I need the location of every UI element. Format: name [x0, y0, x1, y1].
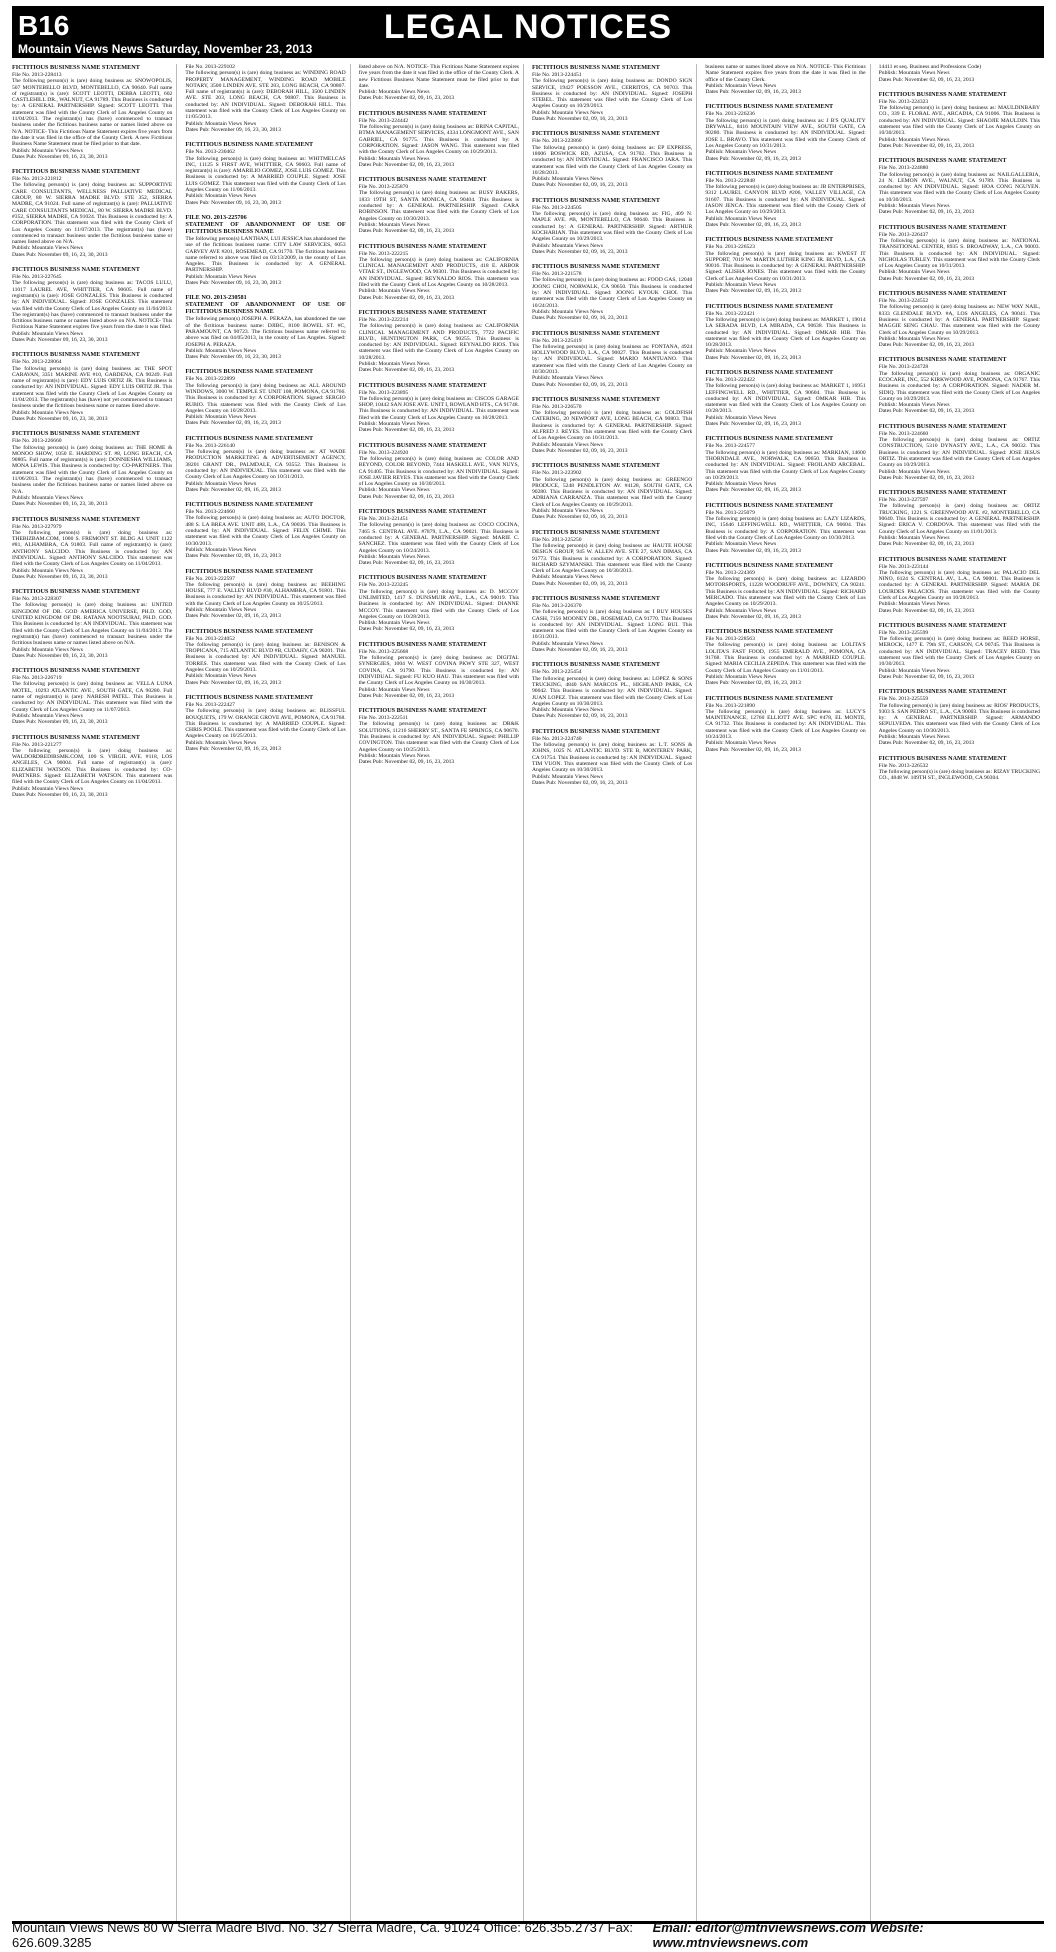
- legal-notice: [879, 622, 1040, 680]
- legal-notice: [12, 168, 172, 258]
- legal-notice: [532, 462, 692, 520]
- legal-notice: [185, 628, 345, 686]
- legal-notice: [185, 568, 345, 620]
- legal-notice: [12, 588, 172, 659]
- legal-notice: [359, 442, 519, 500]
- notice-body: File No. 2013-229102 The following person(s) is (are) doing business as: WINDING ROAD PROPERTY MANAGEMENT, WINDING ROAD MOBILE NOTARY, 3500 LINDEN AVE. STE 203, LONG BEACH, CA 90807. Full name of registrant(s) is (are): DEBORAH HILL, 3500 LINDEN AVE. STE 203, LONG BEACH, CA 90807. This Business is conducted by: AN INDIVIDUAL. Signed: DEBORAH HILL. This statement was filed with the County Clerk of Los Angeles County on 11/05/2013. Publish: Mountain Views News Dates Pub: November 09, 16, 23, 30, 2013: [185, 64, 346, 133]
- notice-title: FICTITIOUS BUSINESS NAME STATEMENT: [358, 508, 487, 516]
- legal-notice: [879, 489, 1040, 547]
- notice-body: File No. 2013-230462 The following person(s) is (are) doing business as: WHITMELCAS INC, 11125 S FIRST AVE, WHITTIER, CA 90603. Full name of registrant(s) is (are): AMARILIO GOMEZ, JOSE LUIS GOMEZ. This Business is conducted by: A MARRIED COUPLE. Signed: JOSE LUIS GOMEZ. This statement was filed with the County Clerk of Los Angeles County on 11/06/2013. Publish: Mountain Views News Dates Pub: November 09, 16, 23, 30, 2013: [185, 149, 346, 206]
- notice-title: FICTITIOUS BUSINESS NAME STATEMENT: [358, 242, 487, 250]
- section-title: LEGAL NOTICES: [383, 8, 673, 46]
- legal-notice: [359, 574, 519, 632]
- notice-title: FICTITIOUS BUSINESS NAME STATEMENT: [531, 595, 660, 602]
- notice-title: FICTITIOUS BUSINESS NAME STATEMENT: [705, 694, 834, 702]
- notice-body: listed above on N/A. NOTICE- This Fictitious Name Statement expires five years from the date it was filed in the office of the County Clerk. A new Fictitious Business Name Statement must be filed prior to that date. Publish: Mountain Views News Dates Pub: November 02, 09, 16, 23, 2013: [358, 64, 519, 102]
- notice-body: File No. 2013-223860 The following person(s) is (are) doing business as: EP EXPRESS, 18006 BOSWICK RD, AZUSA, CA 91702. This Business is conducted by: AN INDIVIDUAL. Signed: FRANCISCO JARA. This statement was filed with the County Clerk of Los Angeles County on 10/28/2013. Publish: Mountain Views News Dates Pub: November 02, 09, 16, 23, 2013: [531, 138, 693, 189]
- legal-notice: [879, 688, 1040, 746]
- notice-body: File No. 2013-226140 The following person(s) is (are) doing business as: AT WADE PRODUCTION MARKETING & ADVERTISEMENT AGENCY, 38201 GRANT DR., PALMDALE, CA 93552. This Business is conducted by: AN INDIVIDUAL. This statement was filed with the County Clerk of Los Angeles County on 10/31/2013. Publish: Mountain Views News Dates Pub: November 02, 09, 16, 23, 2013: [185, 442, 346, 493]
- notice-title: FICTITIOUS BUSINESS NAME STATEMENT: [878, 90, 1007, 98]
- notice-body: File No. 2013-221578 The following person(s) is (are) doing business as: FOOD GAS, 12040 JOONG CHOI, NORWALK, CA 90650. This Business is conducted by: AN INDIVIDUAL. Signed: JOONG KYOUK CHOI. This statement was filed with the County Clerk of Los Angeles County on 10/24/2013. Publish: Mountain Views News Dates Pub: November 02, 09, 16, 23, 2013: [531, 271, 693, 322]
- notice-title: FICTITIOUS BUSINESS NAME STATEMENT: [358, 109, 487, 117]
- notice-title: FICTITIOUS BUSINESS NAME STATEMENT: [878, 621, 1007, 629]
- legal-notice: [705, 502, 865, 554]
- notice-body: File No. 2013-221451 The following person(s) is (are) doing business as: COCO COCINA, 7465 S. CENTRAL AVE. #7879, L.A., CA 90021. This Business is conducted by: A GENERAL PARTNERSHIP. Signed: MARIE C. SANCHEZ. This statement was filed with the County Clerk of Los Angeles County on 10/24/2013. Publish: Mountain Views News Dates Pub: November 02, 09, 16, 23, 2013: [358, 516, 519, 567]
- notice-body: File No. 2013-226523 The following person(s) is (are) doing business as: KWEST IT SUPPORT, 7019 W. MARTIN LUTHER KING JR. BLVD, L.A., CA 90016. This Business is conducted by: A GENERAL PARTNERSHIP. Signed: ALISHA JONES. This statement was filed with the County Clerk of Los Angeles County on 10/31/2013. Publish: Mountain Views News Dates Pub: November 02, 09, 16, 23, 2013: [705, 244, 866, 295]
- legal-notice: [532, 595, 692, 653]
- notice-title: FICTITIOUS BUSINESS NAME STATEMENT: [185, 368, 314, 376]
- legal-notice: [359, 110, 519, 168]
- notice-title: FICTITIOUS BUSINESS NAME STATEMENT: [12, 667, 140, 675]
- notice-body: File No. 2013-223144 The following person(s) is (are) doing business as: PALACIO DEL NINO, 6124 S. CENTRAL AV., L.A., CA 90001. This Business is conducted by: A GENERAL PARTNERSHIP. Signed: MARIA DE LOURDES PALACIOS. This statement was filed with the County Clerk of Los Angeles County on 10/28/2013. Publish: Mountain Views News Dates Pub: November 02, 09, 16, 23, 2013: [878, 563, 1040, 614]
- notice-title: FICTITIOUS BUSINESS NAME STATEMENT: [705, 236, 834, 244]
- notice-body: File No. 2013-224442 The following person(s) is (are) doing business as: BRINA CAPITAL, BTMA MANAGEMENT SERVICES, 4334 LONGMONT AVE., SAN GABRIEL, CA 91775. This Business is conducted by: A CORPORATION. Signed: JASON WANG. This statement was filed with the County Clerk of Los Angeles County on 10/29/2013. Publish: Mountain Views News Dates Pub: November 02, 09, 16, 23, 2013: [358, 117, 519, 168]
- notice-title: FICTITIOUS BUSINESS NAME STATEMENT: [185, 627, 314, 635]
- notice-title: FICTITIOUS BUSINESS NAME STATEMENT: [531, 64, 660, 71]
- legal-notice: [879, 290, 1040, 348]
- legal-notice: [705, 64, 865, 95]
- notice-title: FICTITIOUS BUSINESS NAME STATEMENT: [705, 368, 834, 376]
- footer-contact[interactable]: Email: editor@mtnviewsnews.com Website: www.mtnviewsnews.com: [652, 1920, 924, 1950]
- footer-address: Mountain Views News 80 W Sierra Madre Blvd. No. 327 Sierra Madre, Ca. 91024 Office: 626.355.2737 Fax: 626.609.3285: [12, 1920, 633, 1950]
- notice-title: FICTITIOUS BUSINESS NAME STATEMENT: [705, 302, 834, 310]
- legal-notice: [359, 309, 519, 374]
- legal-notice: [185, 214, 345, 286]
- legal-notice: [12, 351, 172, 422]
- notice-body: business name or names listed above on N/A. NOTICE- This Fictitious Name Statement expires five years from the date it was filed in the office of the County Clerk. Publish: Mountain Views News Dates Pub: November 02, 09, 16, 23, 2013: [705, 64, 866, 96]
- footer: [12, 1920, 1044, 1950]
- notice-title: FILE NO. 2013-225706 STATEMENT OF ABANDONMENT OF USE OF FICTITIOUS BUSINESS NAME: [185, 213, 346, 235]
- legal-notice: [12, 734, 172, 799]
- notice-body: File No. 2013-224052 The following person(s) is (are) doing business as: BENISON & TROPICANA, 715 ATLANTIC BLVD #B, CUDAHY, CA 90201. This Business is conducted by: AN INDIVIDUAL. Signed: MANUEL TORRES. This statement was filed with the County Clerk of Los Angeles County on 10/29/2013. Publish: Mountain Views News Dates Pub: November 02, 09, 16, 23, 2013: [185, 635, 346, 686]
- notice-column: [879, 64, 1044, 1922]
- notice-body: File No. 2013-225079 The following person(s) is (are) doing business as: LAZY LIZARDS, INC, 15646 LEFFINGWELL RD., WHITTIER, CA 90604. This Business is conducted by: A CORPORATION. This statement was filed with the County Clerk of Los Angeles County on 10/30/2013. Publish: Mountain Views News Dates Pub: November 02, 09, 16, 23, 2013: [705, 509, 866, 554]
- legal-notice: [185, 64, 345, 133]
- legal-notice: [359, 64, 519, 102]
- legal-notice: [532, 728, 692, 786]
- notice-column: [185, 64, 350, 1922]
- notice-title: FICTITIOUS BUSINESS NAME STATEMENT: [12, 351, 140, 359]
- notice-title: FICTITIOUS BUSINESS NAME STATEMENT: [12, 733, 140, 741]
- notice-title: FICTITIOUS BUSINESS NAME STATEMENT: [358, 707, 487, 715]
- notice-body: File No. 2013-224577 The following person(s) is (are) doing business as: MARKIAN, 14600 THORNDALE AVE., NORWALK, CA 90650. This Business is conducted by: AN INDIVIDUAL. Signed: FROILAND ARCEBAL. This statement was filed with the County Clerk of Los Angeles County on 10/29/2013. Publish: Mountain Views News Dates Pub: November 02, 09, 16, 23, 2013: [705, 443, 866, 494]
- legal-notice: [359, 641, 519, 699]
- notice-body: File No. 2013-224505 The following person(s) is (are) doing business as: FIG, 409 N. MAPLE AVE. #B, MONTEBELLO, CA 90640. This Business is conducted by: A GENERAL PARTNERSHIP. Signed: ARTHUR KOCHARIAN. This statement was filed with the County Clerk of Los Angeles County on 10/29/2013. Publish: Mountain Views News Dates Pub: November 02, 09, 16, 23, 2013: [531, 204, 693, 255]
- legal-notice: [879, 91, 1040, 149]
- notice-body: File No. 2013-226660 The following person(s) is (are) doing business as: THE HOME & MONOO SHOW, 1050 E. HARDING ST. #8, LONG BEACH, CA 90805. Full name of registrant(s) is (are): DONNIESHA WILLIAMS, MONA LEWIS. This Business is conducted by: CO-PARTNERS. This statement was filed with the County Clerk of Los Angeles County on 11/06/2013. The registrant(s) has (have) commenced to transact business under the fictitious business name or names listed above on N/A. Publish: Mountain Views News Dates Pub: November 09, 16, 23, 30, 2013: [12, 438, 173, 508]
- notice-body: File No. 2013-228413 The following person(s) is (are) doing business as: SNOWOPOLIS, 507 MONTEBELLO BLVD, MONTEBELLO, CA 90640. Full name of registrant(s) is (are): SCOTT LEOTTI, DEBRA LEOTTI, 602 CASTLEHILL DR., WALNUT, CA 91789. This Business is conducted by: A GENERAL PARTNERSHIP. Signed: SCOTT LEOTTI. This statement was filed with the County Clerk of Los Angeles County on 11/04/2013. The registrant(s) has (have) commenced to transact business under the fictitious business name or names listed above on N/A. NOTICE- This Fictitious Name Statement expires five years from the date it was filed in the office of the County Clerk. A new Fictitious Business Name Statement must be filed prior to that date. Publish: Mountain Views News Dates Pub: November 09, 16, 23, 30, 2013: [12, 72, 173, 160]
- notice-column: [705, 64, 870, 1922]
- notice-title: FICTITIOUS BUSINESS NAME STATEMENT: [358, 574, 487, 582]
- notice-body: File No. 2013-226570 The following person(s) is (are) doing business as: GOLDFISH CATERING, 20 NEWPORT AVE, LONG BEACH, CA 90803. This Business is conducted by: A GENERAL PARTNERSHIP. Signed: ALFRED J. REYES. This statement was filed with the County Clerk of Los Angeles County on 10/31/2013. Publish: Mountain Views News Dates Pub: November 02, 09, 16, 23, 2013: [531, 403, 693, 454]
- notice-title: FICTITIOUS BUSINESS NAME STATEMENT: [531, 727, 660, 735]
- notice-title: FICTITIOUS BUSINESS NAME STATEMENT: [705, 628, 834, 636]
- legal-notice: [879, 224, 1040, 282]
- legal-notice: [532, 529, 692, 587]
- legal-notice: [879, 755, 1040, 782]
- notice-title: FICTITIOUS BUSINESS NAME STATEMENT: [12, 266, 140, 274]
- legal-notice: [532, 661, 692, 719]
- legal-notice: [532, 330, 692, 388]
- notice-body: File No. 2013-224740 The following person(s) is (are) doing business as: L.T. SONS & JOHNS, 1025 N. ATLANTIC BLVD. STE B, MONTEREY PARK, CA 91754. This Business is conducted by: AN INDIVIDUAL. Signed: TIM VUON. This statement was filed with the County Clerk of Los Angeles County on 10/30/2013. Publish: Mountain Views News Dates Pub: November 02, 09, 16, 23, 2013: [531, 735, 693, 786]
- legal-notice: [185, 294, 345, 360]
- legal-notice: [12, 266, 172, 343]
- legal-notice: [705, 695, 865, 753]
- notice-body: File No. 2013-224920 The following person(s) is (are) doing business as: COLOR AND BEYOND, COLOR BEYOND, 7444 HASKELL AVE., VAN NUYS, CA 91405. This Business is conducted by: AN INDIVIDUAL. Signed: JOSE JAVIER REYES. This statement was filed with the County Clerk of Los Angeles County on 10/30/2013. Publish: Mountain Views News Dates Pub: November 02, 09, 16, 23, 2013: [358, 449, 519, 500]
- notice-body: File No. 2013-222597 The following person(s) is (are) doing business as: BEEHING HOUSE, 777 E. VALLEY BLVD #30, ALHAMBRA, CA 91801. This Business is conducted by: AN INDIVIDUAL. This statement was filed with the County Clerk of Los Angeles County on 10/25/2013. Publish: Mountain Views News Dates Pub: November 02, 09, 16, 23, 2013: [185, 575, 346, 620]
- notice-body: File No. 2013-226236 The following person(s) is (are) doing business as: J B'S QUALITY DRYWALL, 8416 MOUNTAIN VIEW AVE., SOUTH GATE, CA 90280. This Business is conducted by: AN INDIVIDUAL. Signed: JOSE L. BRAVO. This statement was filed with the County Clerk of Los Angeles County on 10/31/2013. Publish: Mountain Views News Dates Pub: November 02, 09, 16, 23, 2013: [705, 111, 866, 162]
- notice-title: FICTITIOUS BUSINESS NAME STATEMENT: [878, 688, 1007, 696]
- notice-column: [359, 64, 524, 1922]
- notice-title: FICTITIOUS BUSINESS NAME STATEMENT: [705, 435, 834, 443]
- notice-body: File No. 2013-226532 The following person(s) is (are) doing business as: RIZAY TRUCKING CO., 4848 W. 109TH ST., INGLEWOOD, CA 90304.: [878, 762, 1040, 782]
- notice-title: FICTITIOUS BUSINESS NAME STATEMENT: [358, 381, 487, 389]
- notice-title: FICTITIOUS BUSINESS NAME STATEMENT: [531, 263, 660, 271]
- legal-notice: [532, 197, 692, 255]
- notice-body: File No. 2013-222511 The following person(s) is (are) doing business as: DR&K SOLUTIONS, 11216 SHERRY ST., SANTA FE SPRINGS, CA 90670. This Business is conducted by: AN INDIVIDUAL. Signed: PHILLIP COVINGTON. This statement was filed with the County Clerk of Los Angeles County on 10/25/2013. Publish: Mountain Views News Dates Pub: November 02, 09, 16, 23, 2013: [358, 715, 519, 766]
- notice-title: FICTITIOUS BUSINESS NAME STATEMENT: [358, 441, 487, 449]
- legal-notice: [705, 435, 865, 493]
- notice-body: File No. 2013-225419 The following person(s) is (are) doing business as: FONTANA, 4924 HOLLYWOOD BLVD, L.A., CA 90027. This Business is conducted by: AN INDIVIDUAL. Signed: MARIO MANTUANO. This statement was filed with the County Clerk of Los Angeles County on 10/30/2013. Publish: Mountain Views News Dates Pub: November 02, 09, 16, 23, 2013: [531, 337, 693, 388]
- legal-notice: [185, 368, 345, 426]
- legal-notice: [185, 501, 345, 559]
- notice-title: FICTITIOUS BUSINESS NAME STATEMENT: [185, 434, 314, 442]
- notice-body: File No. 2013-225454 The following person(s) is (are) doing business as: LOPEZ & SONS TRUCKING, 4840 SAN MARCOS PL., HIGHLAND PARK, CA 90042. This Business is conducted by: AN INDIVIDUAL. Signed: JUAN LOPEZ. This statement was filed with the County Clerk of Los Angeles County on 10/30/2013. Publish: Mountain Views News Dates Pub: November 02, 09, 16, 23, 2013: [531, 669, 693, 720]
- notice-body: File No. 2013-223245 The following person(s) is (are) doing business as: D. MCCOY UNLIMITED, 1417 S. DUNSMUIR AVE., L.A., CA 90019. This Business is conducted by: AN INDIVIDUAL. Signed: DIANNE MCCOY. This statement was filed with the County Clerk of Los Angeles County on 10/28/2013. Publish: Mountain Views News Dates Pub: November 02, 09, 16, 23, 2013: [358, 582, 519, 633]
- paper-and-date: Mountain Views News Saturday, November 23, 2013: [18, 42, 313, 56]
- legal-notice: [879, 423, 1040, 481]
- notice-body: File No. 2013-227645 The following person(s) is (are) doing business as: TACOS LULU, 11017 LAUREL AVE, WHITTIER, CA 90605. Full name of registrant(s) is (are): JOSE GONZALES. This Business is conducted by: AN INDIVIDUAL. Signed: JOSE GONZALES. This statement was filed with the County Clerk of Los Angeles County on 11/04/2013. The registrant(s) has (have) commenced to transact business under the fictitious business name or names listed above on N/A. NOTICE- This Fictitious Name Statement expires five years from the date it was filed. Publish: Mountain Views News Dates Pub: November 09, 16, 23, 30, 2013: [12, 274, 173, 343]
- notice-body: File No. 2013-225559 The following person(s) is (are) doing business as: RIOS' PRODUCTS, 9303 S. SAN PEDRO ST., L.A., CA 90003. This Business is conducted by: A GENERAL PARTNERSHIP. Signed: ARMANDO SEPULVEDA. This statement was filed with the County Clerk of Los Angeles County on 10/30/2013. Publish: Mountain Views News Dates Pub: November 02, 09, 16, 23, 2013: [878, 696, 1040, 747]
- legal-notice: [879, 157, 1040, 215]
- notice-title: FILE NO. 2013-230581 STATEMENT OF ABANDONMENT OF USE OF FICTITIOUS BUSINESS NAME: [185, 294, 346, 316]
- legal-notice: [705, 369, 865, 427]
- page-number: B16: [18, 10, 70, 41]
- legal-notice: [359, 707, 519, 765]
- notice-body: File No. 2013-222427 The following person(s) is (are) doing business as: BLISSFUL BOUQUETS, 179 W. ORANGE GROVE AVE, POMONA, CA 91768. This Business is conducted by: A MARRIED COUPLE. Signed: CHRIS POOLE. This statement was filed with the County Clerk of Los Angeles County on 10/25/2013. Publish: Mountain Views News Dates Pub: November 02, 09, 16, 23, 2013: [185, 701, 346, 753]
- notice-title: FICTITIOUS BUSINESS NAME STATEMENT: [531, 395, 660, 403]
- notice-title: FICTITIOUS BUSINESS NAME STATEMENT: [705, 103, 834, 111]
- masthead: [12, 6, 1044, 58]
- notice-title: FICTITIOUS BUSINESS NAME STATEMENT: [531, 528, 660, 536]
- notice-body: File No. 2013-221890 The following person(s) is (are) doing business as: LUCY'S MAINTENANCE, 12760 ELLIOTT AVE. SPC #478, EL MONTE, CA 91732. This Business is conducted by: AN INDIVIDUAL. This statement was filed with the County Clerk of Los Angeles County on 10/24/2013. Publish: Mountain Views News Dates Pub: November 02, 09, 16, 23, 2013: [705, 702, 866, 753]
- legal-notice: [12, 516, 172, 581]
- notice-title: FICTITIOUS BUSINESS NAME STATEMENT: [878, 157, 1007, 165]
- legal-notice: [532, 64, 692, 122]
- notice-title: FICTITIOUS BUSINESS NAME STATEMENT: [878, 356, 1007, 364]
- notice-title: FICTITIOUS BUSINESS NAME STATEMENT: [185, 567, 314, 575]
- legal-notice: [532, 396, 692, 454]
- notice-title: FICTITIOUS BUSINESS NAME STATEMENT: [878, 489, 1007, 497]
- notice-body: The following person(s) JOSEPH A. PERAZA, has abandoned the use of the fictitious business name: DJIBC, 8100 BOWEL ST. #C, PARAMOUNT, CA 90723. The fictitious business name referred to above was filed on 04/05/2013, in the county of Los Angeles. Signed: JOSEPH A. PERAZA. Publish: Mountain Views News Dates Pub: November 09, 16, 23, 30, 2013: [185, 316, 346, 361]
- notice-title: FICTITIOUS BUSINESS NAME STATEMENT: [878, 223, 1007, 231]
- legal-notice: [879, 64, 1040, 83]
- legal-notice: [359, 508, 519, 566]
- notice-body: File No. 2013-226370 The following person(s) is (are) doing business as: I BUY HOUSES CASH, 7156 MOONEY DR., ROSEMEAD, CA 91770. This Business is conducted by: AN INDIVIDUAL. Signed: LONG BUI. This statement was filed with the County Clerk of Los Angeles County on 10/31/2013. Publish: Mountain Views News Dates Pub: November 02, 09, 16, 23, 2013: [531, 603, 693, 654]
- notice-body: File No. 2013-223895 The following person(s) is (are) doing business as: CISCOS GARAGE SHOP, 10442 SAN JOSE AVE. UNIT I, ROWLAND HTS., CA 91748. This Business is conducted by: AN INDIVIDUAL. This statement was filed with the County Clerk of Los Angeles County on 10/28/2013. Publish: Mountain Views News Dates Pub: November 02, 09, 16, 23, 2013: [358, 389, 519, 434]
- notice-title: FICTITIOUS BUSINESS NAME STATEMENT: [878, 555, 1007, 563]
- legal-notice: [705, 628, 865, 686]
- notice-title: FICTITIOUS BUSINESS NAME STATEMENT: [185, 693, 314, 701]
- notice-title: FICTITIOUS BUSINESS NAME STATEMENT: [531, 462, 660, 470]
- legal-notice: [12, 430, 172, 507]
- notice-body: File No. 2013-228307 The following person(s) is (are) doing business as: UNITED KINGDOM OF DR. GOD AMERICA UNIVERSE, PH.D. GOD, UNITED KINGDOM OF DR. RATANA NOOTSURAI, PH.D. GOD. This Business is conducted by: AN INDIVIDUAL. This statement was filed with the County Clerk of Los Angeles County on 11/04/2013. The registrant(s) has (have) commenced to transact business under the fictitious business name or names listed above on N/A. Publish: Mountain Views News Dates Pub: November 09, 16, 23, 30, 2013: [12, 596, 173, 659]
- notice-title: FICTITIOUS BUSINESS NAME STATEMENT: [185, 141, 314, 149]
- legal-notice: [12, 667, 172, 725]
- notice-body: File No. 2013-227979 The following person(s) is (are) doing business as: THEBIZBAM.COM, 1000 S. FREMONT ST. BLDG A1 UNIT 1122 #81, ALHAMBRA, CA 91803. Full name of registrant(s) is (are): ANTHONY SALCIDO. This Business is conducted by: AN INDIVIDUAL. Signed: ANTHONY SALCIDO. This statement was filed with the County Clerk of Los Angeles County on 11/04/2013. Publish: Mountain Views News Dates Pub: November 09, 16, 23, 30, 2013: [12, 523, 173, 580]
- notice-title: FICTITIOUS BUSINESS NAME STATEMENT: [185, 501, 314, 509]
- notice-body: File No. 2013-222422 The following person(s) is (are) doing business as: MARKET 1, 16951 LEFFINGWELL RD., WHITTIER, CA 90604. This Business is conducted by: AN INDIVIDUAL. Signed: OMKAR HIB. This statement was filed with the County Clerk of Los Angeles County on 10/28/2013. Publish: Mountain Views News Dates Pub: November 02, 09, 16, 23, 2013: [705, 376, 866, 428]
- notice-title: FICTITIOUS BUSINESS NAME STATEMENT: [531, 329, 660, 337]
- notice-body: File No. 2013-224660 The following person(s) is (are) doing business as: ORTIZ CONSTRUCTION, 5310 DYNASTY AVE., L.A., CA 90032. This Business is conducted by: AN INDIVIDUAL. Signed: JOSE JESUS ORTIZ. This statement was filed with the County Clerk of Los Angeles County on 10/29/2013. Publish: Mountain Views News Dates Pub: November 02, 09, 16, 23, 2013: [878, 430, 1040, 481]
- notice-title: FICTITIOUS BUSINESS NAME STATEMENT: [12, 168, 140, 176]
- legal-notice: [359, 176, 519, 234]
- notice-title: FICTITIOUS BUSINESS NAME STATEMENT: [531, 130, 660, 138]
- notice-title: FICTITIOUS BUSINESS NAME STATEMENT: [878, 290, 1007, 298]
- notice-body: File No. 2013-222215 The following person(s) is (are) doing business as: CALIFORNIA CLINICAL MANAGEMENT AND PRODUCTS, 418 E. ARBOR VITAE ST., INGLEWOOD, CA 90301. This Business is conducted by: AN INDIVIDUAL. Signed: REYNALDO RIOS. This statement was filed with the County Clerk of Los Angeles County on 10/28/2013. Publish: Mountain Views News Dates Pub: November 02, 09, 16, 23, 2013: [358, 250, 519, 301]
- notice-body: File No. 2013-225668 The following person(s) is (are) doing business as: DIGITAL SYNERGIES, 1004 W. WEST COVINA PKWY STE 327, WEST COVINA, CA 91790. This Business is conducted by: AN INDIVIDUAL. Signed: FU KUO HAU. This statement was filed with the County Clerk of Los Angeles County on 10/30/2013. Publish: Mountain Views News Dates Pub: November 02, 09, 16, 23, 2013: [358, 648, 519, 699]
- legal-notice: [185, 694, 345, 752]
- notice-body: File No. 2013-224323 The following person(s) is (are) doing business as: MAULDINBABY CO., 339 E. FLORAL AVE., ARCADIA, CA 91006. This Business is conducted by: AN INDIVIDUAL. Signed: SHAOJIE MAULDIN. This statement was filed with the County Clerk of Los Angeles County on 10/30/2013. Publish: Mountain Views News Dates Pub: November 02, 09, 16, 23, 2013: [878, 98, 1040, 149]
- notice-title: FICTITIOUS BUSINESS NAME STATEMENT: [531, 196, 660, 204]
- notice-body: File No. 2013-221812 The following person(s) is (are) doing business as: SUPPORTIVE CARE CONSULTANTS, WELLNESS PALLIATIVE MEDICAL GROUP, 80 W. SIERRA MADRE BLVD. STE 352, SIERRA MADRE, CA 91024. Full name of registrant(s) is (are): PALLIATIVE CARE CONSULTANTS MEDICAL, 80 W. SIERRA MADRE BLVD. #352, SIERRA MADRE, CA 91024. This Business is conducted by: A CORPORATION. This statement was filed with the County Clerk of Los Angeles County on 11/07/2013. The registrant(s) has (have) commenced to transact business under the fictitious business name or names listed above on N/A. Publish: Mountain Views News Dates Pub: November 09, 16, 23, 30, 2013: [12, 176, 173, 258]
- notice-body: File No. 2013-224451 The following person(s) is (are) doing business as: DONDO SIGN SERVICE, 19427 POESSON AVE., CERRITOS, CA 90703. This Business is conducted by: AN INDIVIDUAL. Signed: JOSEPH STEBEL. This statement was filed with the County Clerk of Los Angeles County on 10/29/2013. Publish: Mountain Views News Dates Pub: November 02, 09, 16, 23, 2013: [531, 72, 693, 123]
- notice-title: FICTITIOUS BUSINESS NAME STATEMENT: [358, 640, 487, 648]
- notice-body: File No. 2013-224880 The following person(s) is (are) doing business as: NAILGALLERIA, 24 N. LEMON AVE., WALNUT, CA 91789. This Business is conducted by: AN INDIVIDUAL. Signed: HOA CONG NGUYEN. This statement was filed with the County Clerk of Los Angeles County on 10/30/2013. Publish: Mountain Views News Dates Pub: November 02, 09, 16, 23, 2013: [878, 165, 1040, 216]
- notice-body: The following person(s) LANTHAN, LUI JESSICA has abandoned the use of the fictitious business name: CITY LAW SERVICES, 6053 GARVEY AVE #201, ROSEMEAD, CA 91770. The fictitious business name referred to above was filed on 03/13/2009, in the county of Los Angeles. This Business is conducted by: A GENERAL PARTNERSHIP. Publish: Mountain Views News Dates Pub: November 09, 16, 23, 30, 2013: [185, 235, 346, 287]
- legal-notice: [185, 435, 345, 493]
- notice-title: FICTITIOUS BUSINESS NAME STATEMENT: [705, 561, 834, 569]
- legal-notice: [705, 562, 865, 620]
- legal-notice: [879, 356, 1040, 414]
- notice-body: File No. 2013-224552 The following person(s) is (are) doing business as: NEW WAY NAIL, 8333 GLENDALE BLVD. #A, LOS ANGELES, CA 90041. This Business is conducted by: A GENERAL PARTNERSHIP. Signed: MAGGIE SENG CHAU. This statement was filed with the County Clerk of Los Angeles County on 10/29/2013. Publish: Mountain Views News Dates Pub: November 02, 09, 16, 23, 2013: [878, 298, 1040, 349]
- notice-body: File No. 2013-227597 The following person(s) is (are) doing business as: ORTIZ TRUCKING, 1221 S. GREENWOOD AVE. #2, MONTEBELLO, CA 90640. This Business is conducted by: A GENERAL PARTNERSHIP. Signed: ERICA V. CORDOVA. This statement was filed with the County Clerk of Los Angeles County on 11/01/2013. Publish: Mountain Views News Dates Pub: November 02, 09, 16, 23, 2013: [878, 497, 1040, 548]
- notice-title: FICTITIOUS BUSINESS NAME STATEMENT: [358, 308, 487, 316]
- notice-title: FICTITIOUS BUSINESS NAME STATEMENT: [358, 176, 487, 184]
- notice-title: FICTITIOUS BUSINESS NAME STATEMENT: [705, 501, 834, 509]
- notice-title: FICTITIOUS BUSINESS NAME STATEMENT: [705, 169, 834, 177]
- legal-notice: [359, 382, 519, 434]
- notice-title: FICTITIOUS BUSINESS NAME STATEMENT: [12, 430, 140, 438]
- notice-body: File No. 2013-224369 The following person(s) is (are) doing business as: LIZARDO MOTORSPORTS, 11228 WOODRUFF AVE., DOWNEY, CA 90241. This Business is conducted by: AN INDIVIDUAL. Signed: RICHARD MERCADO. This statement was filed with the County Clerk of Los Angeles County on 10/29/2013. Publish: Mountain Views News Dates Pub: November 02, 09, 16, 23, 2013: [705, 569, 866, 620]
- legal-notice: [12, 64, 172, 160]
- legal-notice: [185, 141, 345, 206]
- notice-body: File No. 2013-223902 The following person(s) is (are) doing business as: GREENGO PRODUCE, 5248 PENDLETON AV. #4128, SOUTH GATE, CA 90280. This Business is conducted by: AN INDIVIDUAL. Signed: ADRIANA CARRANZA. This statement was filed with the County Clerk of Los Angeles County on 10/29/2013. Publish: Mountain Views News Dates Pub: November 02, 09, 16, 23, 2013: [531, 470, 693, 521]
- notice-body: File No. 2013-222899 The following person(s) is (are) doing business as: ALL AROUND WINDOWS, 3000 W. TEMPLE ST. UNIT 108, POMONA, CA 91766. This Business is conducted by: A CORPORATION. Signed: SERGIO RUBIO. This statement was filed with the County Clerk of Los Angeles County on 10/28/2013. Publish: Mountain Views News Dates Pub: November 02, 09, 16, 23, 2013: [185, 376, 346, 427]
- notice-column: [532, 64, 697, 1922]
- notice-body: File No. 2013-222421 The following person(s) is (are) doing business as: MARKET 1, 19014 LA SERADA BLVD, LA MIRADA, CA 90638. This Business is conducted by: AN INDIVIDUAL. Signed: OMKAR HIB. This statement was filed with the County Clerk of Los Angeles County on 10/28/2013. Publish: Mountain Views News Dates Pub: November 02, 09, 16, 23, 2013: [705, 310, 866, 361]
- legal-notice: [359, 243, 519, 301]
- notice-body: File No. 2013-226437 The following person(s) is (are) doing business as: NATIONAL TRANSITIONAL CENTER, 8935 S. BROADWAY, L.A., CA 90003. This Business is conducted by: AN INDIVIDUAL. Signed: NICHOLAS TURLEY. This statement was filed with the County Clerk of Los Angeles County on 10/31/2013. Publish: Mountain Views News Dates Pub: November 02, 09, 16, 23, 2013: [878, 231, 1040, 282]
- notice-body: File No. 2013-226719 The following person(s) is (are) doing business as: VELLA LUNA MOTEL, 10293 ATLANTIC AVE., SOUTH GATE, CA 90280. Full name of registrant(s) is (are): NARESH PATEL. This Business is conducted by: AN INDIVIDUAL. This statement was filed with the County Clerk of Los Angeles County on 11/07/2013. Publish: Mountain Views News Dates Pub: November 09, 16, 23, 30, 2013: [12, 675, 173, 726]
- notice-columns: [12, 64, 1044, 1922]
- notice-column: [12, 64, 177, 1922]
- legal-notice: [532, 130, 692, 188]
- legal-notice: [705, 170, 865, 228]
- notice-title: FICTITIOUS BUSINESS NAME STATEMENT: [878, 754, 1007, 762]
- legal-notice: [532, 263, 692, 321]
- notice-body: File No. 2013-225870 The following person(s) is (are) doing business as: BUSY BAKERS, 1833 19TH ST, SANTA MONICA, CA 90404. This Business is conducted by: A GENERAL PARTNERSHIP. Signed: CARA ROBINSON. This statement was filed with the County Clerk of Los Angeles County on 10/30/2013. Publish: Mountain Views News Dates Pub: November 02, 09, 16, 23, 2013: [358, 184, 519, 235]
- notice-body: File No. 2013-228563 The following person(s) is (are) doing business as: LOLITA'S LOLITA'S FAST FOOD, 1955 EMERALD AVE., POMONA, CA 91768. This Business is conducted by: A MARRIED COUPLE. Signed: MARIA CECILIA ZEPEDA. This statement was filed with the County Clerk of Los Angeles County on 11/01/2013. Publish: Mountain Views News Dates Pub: November 02, 09, 16, 23, 2013: [705, 636, 866, 687]
- notice-body: File No. 2013-224660 The following person(s) is (are) doing business as: AUTO DOCTOR, 488 S. LA BREA AVE. UNIT 488, L.A., CA 90036. This Business is conducted by: AN INDIVIDUAL. Signed: FELIX CHIME. This statement was filed with the County Clerk of Los Angeles County on 10/30/2013. Publish: Mountain Views News Dates Pub: November 02, 09, 16, 23, 2013: [185, 509, 346, 560]
- notice-title: FICTITIOUS BUSINESS NAME STATEMENT: [878, 422, 1007, 430]
- legal-notice: [705, 103, 865, 161]
- notice-body: File No. 2013-228064 The following person(s) is (are) doing business as: THE SPOT CARAVAN, 3351 MARINE AVE #10, GARDENA, CA 90249. Full name of registrant(s) is (are): EDY LUIS ORTIZ JR. This Business is conducted by: AN INDIVIDUAL. Signed: EDY LUIS ORTIZ JR. This statement was filed with the County Clerk of Los Angeles County on 11/04/2013. The registrant(s) has (have) not yet commenced to transact business under the fictitious business name or names listed above. Publish: Mountain Views News Dates Pub: November 09, 16, 23, 30, 2013: [12, 359, 173, 422]
- notice-body: 14411 et seq. Business and Professions Code) Publish: Mountain Views News Dates Pub: November 02, 09, 16, 23, 2013: [878, 64, 982, 83]
- legal-notice: [705, 303, 865, 361]
- legal-notice: [879, 556, 1040, 614]
- notice-body: File No. 2013-222848 The following person(s) is (are) doing business as: JB ENTERPRISES, 9312 LAUREL CANYON BLVD #206, VALLEY VILLAGE, CA 91607. This Business is conducted by: AN INDIVIDUAL. Signed: JASON JENCA. This statement was filed with the County Clerk of Los Angeles County on 10/29/2013. Publish: Mountain Views News Dates Pub: November 02, 09, 16, 23, 2013: [705, 177, 866, 228]
- notice-body: File No. 2013-225599 The following person(s) is (are) doing business as: REED HORSE, MEROCK, 1477 E. 79th ST., CARSON, CA 90745. This Business is conducted by: AN INDIVIDUAL. Signed: TRACEY REED. This statement was filed with the County Clerk of Los Angeles County on 10/30/2013. Publish: Mountain Views News Dates Pub: November 02, 09, 16, 23, 2013: [878, 629, 1040, 680]
- notice-body: File No. 2013-225250 The following person(s) is (are) doing business as: HAUTE HOUSE DESIGN GROUP, 945 W. ALLEN AVE. STE 27, SAN DIMAS, CA 91773. This Business is conducted by: A CORPORATION. Signed: RICHARD SZYMANSKI. This statement was filed with the County Clerk of Los Angeles County on 10/30/2013. Publish: Mountain Views News Dates Pub: November 02, 09, 16, 23, 2013: [531, 536, 693, 587]
- notice-title: FICTITIOUS BUSINESS NAME STATEMENT: [12, 515, 140, 523]
- notice-body: File No. 2013-224728 The following person(s) is (are) doing business as: ORGANIC ECOCARE, INC, 552 KIRKWOOD AVE, POMONA, CA 91767. This Business is conducted by: A CORPORATION. Signed: NADER M. SIDIQ. This statement was filed with the County Clerk of Los Angeles County on 10/29/2013. Publish: Mountain Views News Dates Pub: November 02, 09, 16, 23, 2013: [878, 364, 1040, 415]
- notice-title: FICTITIOUS BUSINESS NAME STATEMENT: [12, 64, 140, 71]
- notice-body: File No. 2013-222214 The following person(s) is (are) doing business as: CALIFORNIA CLINICAL MANAGEMENT AND PRODUCTS, 7722 PACIFIC BLVD., HUNTINGTON PARK, CA 90255. This Business is conducted by: AN INDIVIDUAL. Signed: REYNALDO RIOS. This statement was filed with the County Clerk of Los Angeles County on 10/28/2013. Publish: Mountain Views News Dates Pub: November 02, 09, 16, 23, 2013: [358, 316, 519, 374]
- legal-notice: [705, 236, 865, 294]
- notice-body: File No. 2013-221277 The following person(s) is (are) doing business as: WALDORDREDIRSMK.COM, 100 S. VIRGIL AVE. #118, LOS ANGELES, CA 90004. Full name of registrant(s) is (are): ELIZABETH WATSON. This Business is conducted by: CO-PARTNERS. Signed: ELIZABETH WATSON. This statement was filed with the County Clerk of Los Angeles County on 11/04/2013. Publish: Mountain Views News Dates Pub: November 09, 16, 23, 30, 2013: [12, 741, 173, 798]
- notice-title: FICTITIOUS BUSINESS NAME STATEMENT: [531, 661, 660, 669]
- notice-title: FICTITIOUS BUSINESS NAME STATEMENT: [12, 588, 140, 596]
